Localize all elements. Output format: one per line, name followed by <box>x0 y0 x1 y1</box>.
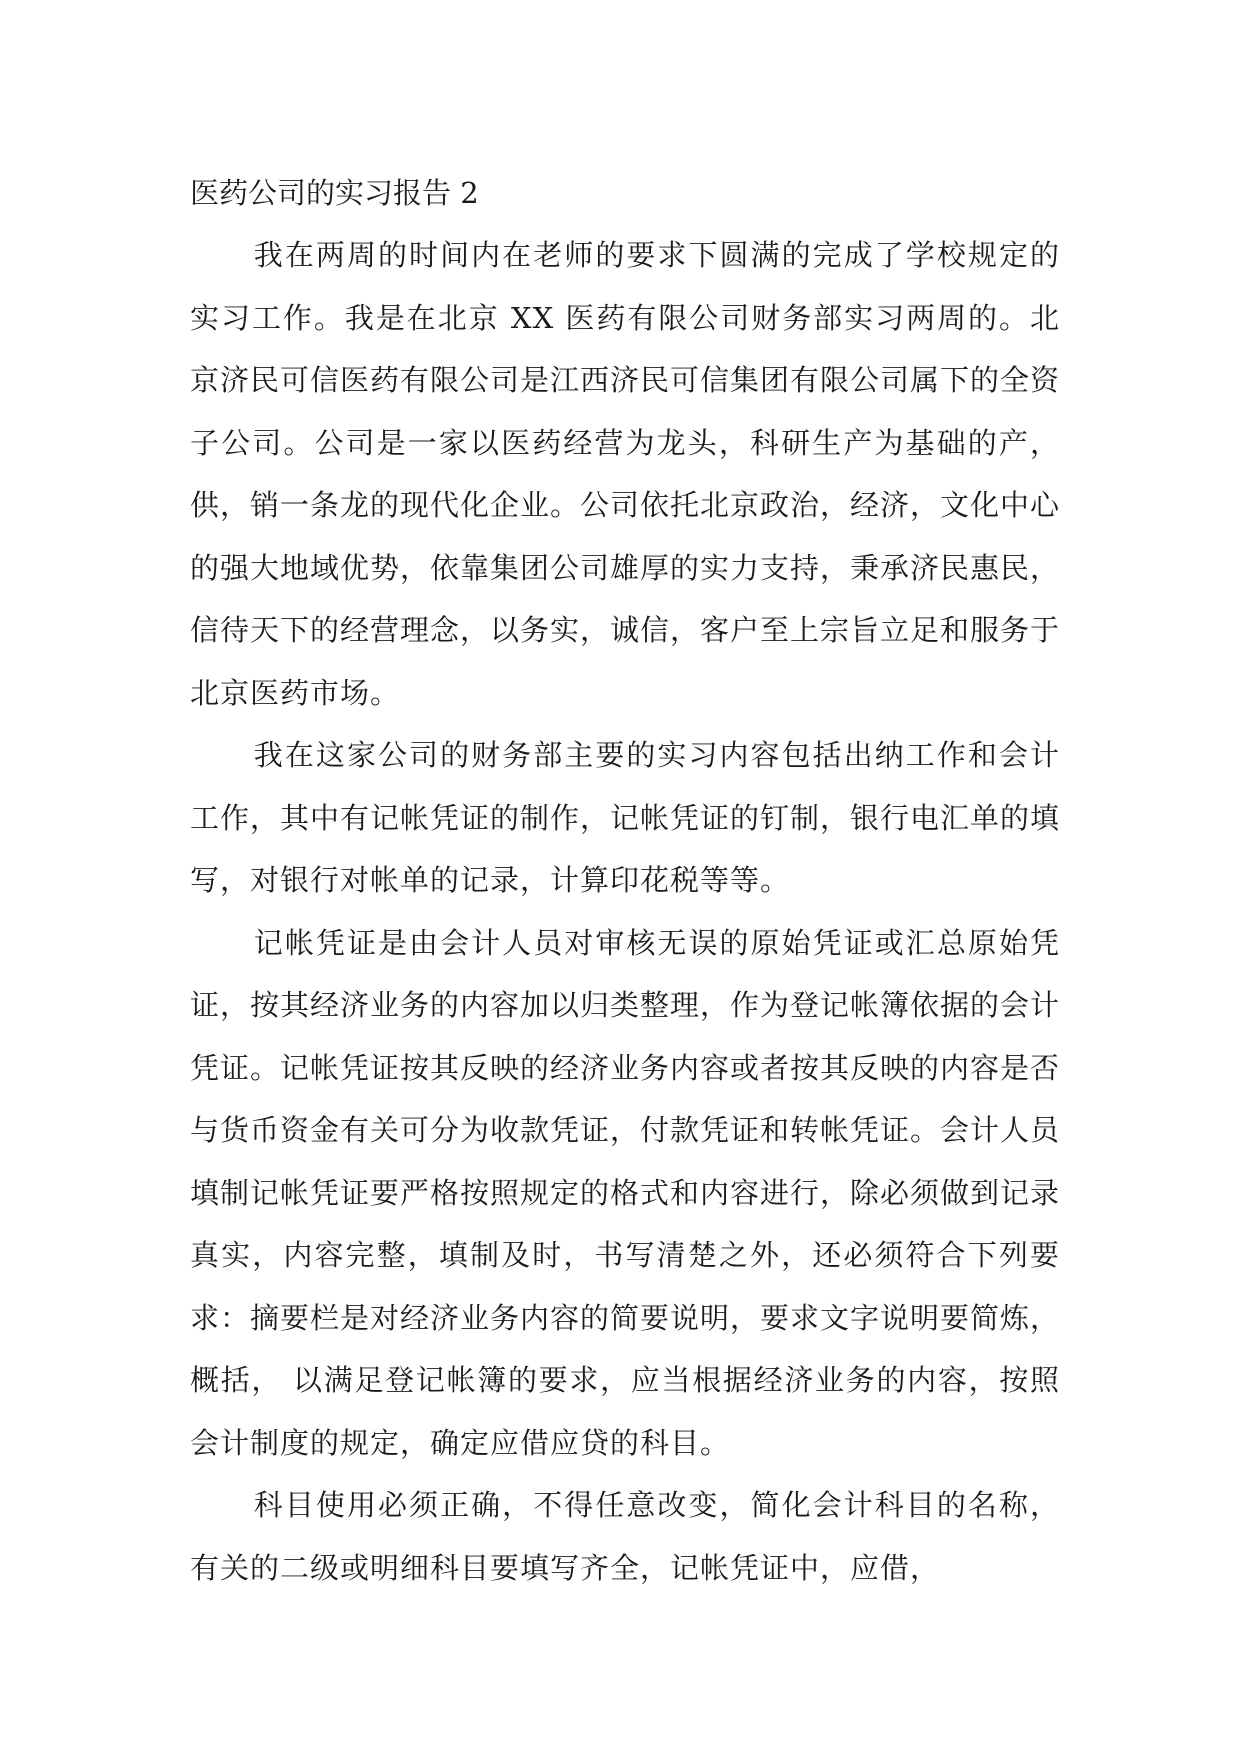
document-title: 医药公司的实习报告 2 <box>190 176 479 210</box>
paragraph-internship-content: 我在这家公司的财务部主要的实习内容包括出纳工作和会计工作，其中有记帐凭证的制作，记帐凭证的钉制，银行电汇单的填写，对银行对帐单的记录，计算印花税等等。 <box>190 738 1061 897</box>
paragraph-account-usage: 科目使用必须正确，不得任意改变，简化会计科目的名称，有关的二级或明细科目要填写齐全，记帐凭证中，应借， <box>190 1488 1060 1585</box>
paragraph-voucher-definition: 记帐凭证是由会计人员对审核无误的原始凭证或汇总原始凭证，按其经济业务的内容加以归类整理，作为登记帐簿依据的会计凭证。记帐凭证按其反映的经济业务内容或者按其反映的内容是否与货币资金有关可分为收款凭证，付款凭证和转帐凭证。会计人员填制记帐凭证要严格按照规定的格式和内容进行，除必须做到记录真实，内容完整，填制及时，书写清楚之外，还必须符合下列要求：摘要栏是对经济业务内容的简要说明，要求文字说明要简炼，概括， 以满足登记帐簿的要求，应当根据经济业务的内容，按照会计制度的规定，确定应借应贷的科目。 <box>190 925 1061 1460</box>
paragraph-internship-overview: 我在两周的时间内在老师的要求下圆满的完成了学校规定的实习工作。我是在北京 XX 医药有限公司财务部实习两周的。北京济民可信医药有限公司是江西济民可信集团有限公司属下的全资子公司。公司是一家以医药经营为龙头，科研生产为基础的产，供，销一条龙的现代化企业。公司依托北京政治，经济，文化中心的强大地域优势，依靠集团公司雄厚的实力支持，秉承济民惠民，信待天下的经营理念，以务实，诚信，客户至上宗旨立足和服务于北京医药市场。 <box>190 238 1061 710</box>
document-body <box>190 162 1060 1599</box>
